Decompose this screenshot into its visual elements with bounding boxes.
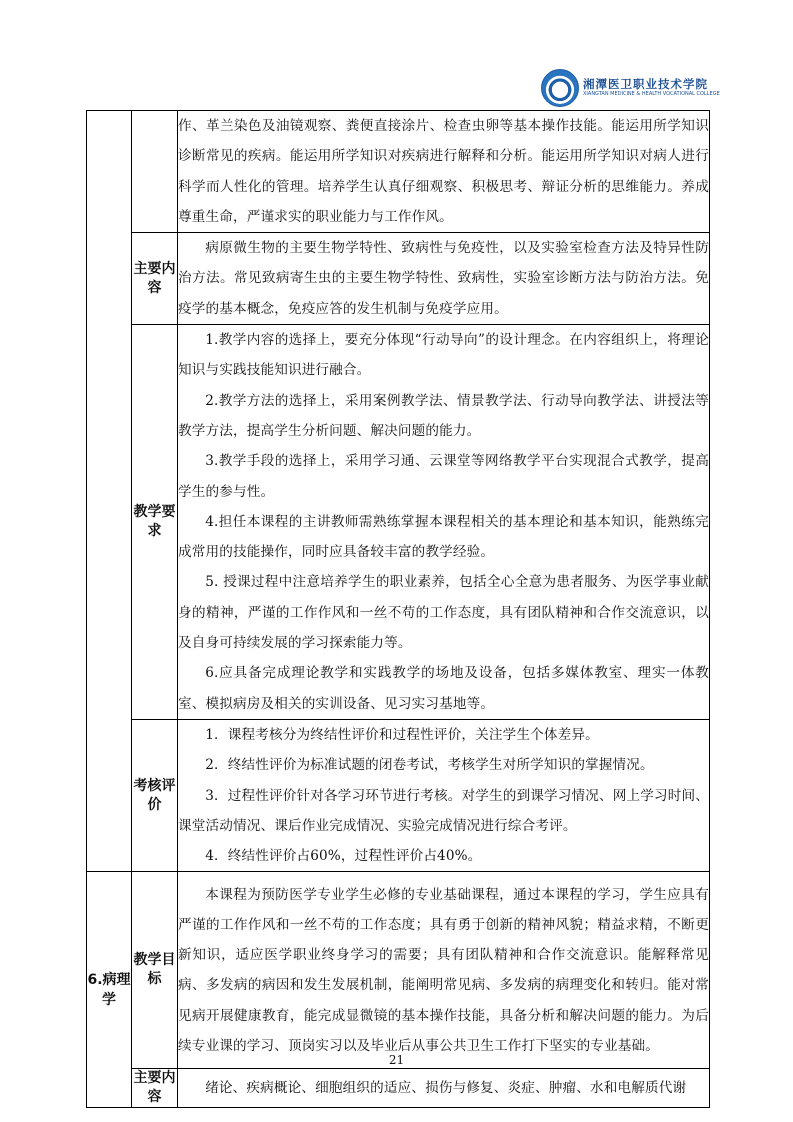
logo-chinese-name: 湘潭医卫职业技术学院	[583, 76, 708, 91]
assessment-item: 4．终结性评价占60%，过程性评价占40%。	[205, 848, 482, 865]
pathology-objective-cell	[178, 872, 710, 1069]
assessment-item: 1．课程考核分为终结性评价和过程性评价，关注学生个体差异。	[205, 726, 599, 743]
requirement-item: 6.应具备完成理论教学和实践教学的场地及设备，包括多媒体教室、理实一体教室、模拟病房及相关的实训设备、见习实习基地等。	[178, 665, 709, 712]
assessment-item: 3．过程性评价针对各学习环节进行考核。对学生的到课学习情况、网上学习时间、课堂活动情况、课后作业完成情况、实验完成情况进行综合考评。	[178, 787, 709, 834]
pathology-content-label: 主要内容	[132, 1069, 178, 1108]
logo-english-name: XIANGTAN MEDICINE & HEALTH VOCATIONAL COLLEGE	[583, 91, 720, 98]
requirement-item: 1.教学内容的选择上，要充分体现“行动导向”的设计理念。在内容组织上，将理论知识与实践技能知识进行融合。	[178, 332, 709, 379]
course-name-pathology: 6.病理学	[87, 872, 132, 1108]
college-emblem-icon	[541, 69, 579, 107]
assessment-label: 考核评价	[132, 719, 178, 871]
requirement-item: 3.教学手段的选择上，采用学习通、云课堂等网络教学平台实现混合式教学，提高学生的参与性。	[178, 453, 709, 500]
assessment-item: 2．终结性评价为标准试题的闭卷考试，考核学生对所学知识的掌握情况。	[205, 757, 654, 774]
course-table	[86, 110, 710, 1108]
teaching-requirements-cell	[178, 325, 710, 720]
main-content-label: 主要内容	[132, 233, 178, 325]
page-number: 21	[388, 1053, 405, 1067]
main-content-cell	[178, 233, 710, 325]
main-content-text: 病原微生物的主要生物学特性、致病性与免疫性，以及实验室检查方法及特异性防治方法。常见致病寄生虫的主要生物学特性、致病性，实验室诊断方法与防治方法。免疫学的基本概念，免疫应答的发生机制与免疫学应用。	[178, 240, 709, 317]
objective-continued-text: 作、革兰染色及油镜观察、粪便直接涂片、检查虫卵等基本操作技能。能运用所学知识诊断常见的疾病。能运用所学知识对疾病进行解释和分析。能运用所学知识对病人进行科学而人性化的管理。培养学生认真仔细观察、积极思考、辩证分析的思维能力。养成尊重生命，严谨求实的职业能力与工作作风。	[178, 118, 709, 225]
pathology-content-cell	[178, 1069, 710, 1108]
pathology-objective-label: 教学目标	[132, 872, 178, 1069]
college-logo	[541, 68, 721, 108]
requirement-item: 5. 授课过程中注意培养学生的职业素养，包括全心全意为患者服务、为医学事业献身的精神，严谨的工作作风和一丝不苟的工作态度，具有团队精神和合作交流意识，以及自身可持续发展的学习探索能力等。	[178, 574, 709, 652]
teaching-requirements-label: 教学要求	[132, 325, 178, 720]
pathology-objective-text: 本课程为预防医学专业学生必修的专业基础课程，通过本课程的学习，学生应具有严谨的工作作风和一丝不苟的工作态度；具有勇于创新的精神风貌；精益求精，不断更新知识，适应医学职业终身学习的需要；具有团队精神和合作交流意识。能解释常见病、多发病的病因和发生发展机制，能阐明常见病、多发病的病理变化和转归。能对常见病开展健康教育，能完成显微镜的基本操作技能，具备分析和解决问题的能力。为后续专业课的学习、顶岗实习以及毕业后从事公共卫生工作打下坚实的专业基础。	[178, 886, 709, 1055]
label-cell-continued	[132, 111, 178, 233]
assessment-cell	[178, 719, 710, 871]
pathology-content-text: 绪论、疾病概论、细胞组织的适应、损伤与修复、炎症、肿瘤、水和电解质代谢	[205, 1080, 687, 1097]
objective-continued-cell	[178, 111, 710, 233]
requirement-item: 4.担任本课程的主讲教师需熟练掌握本课程相关的基本理论和基本知识，能熟练完成常用的技能操作，同时应具备较丰富的教学经验。	[178, 513, 709, 561]
course-cell-continued	[87, 111, 132, 872]
requirement-item: 2.教学方法的选择上，采用案例教学法、情景教学法、行动导向教学法、讲授法等教学方法，提高学生分析问题、解决问题的能力。	[178, 392, 709, 439]
